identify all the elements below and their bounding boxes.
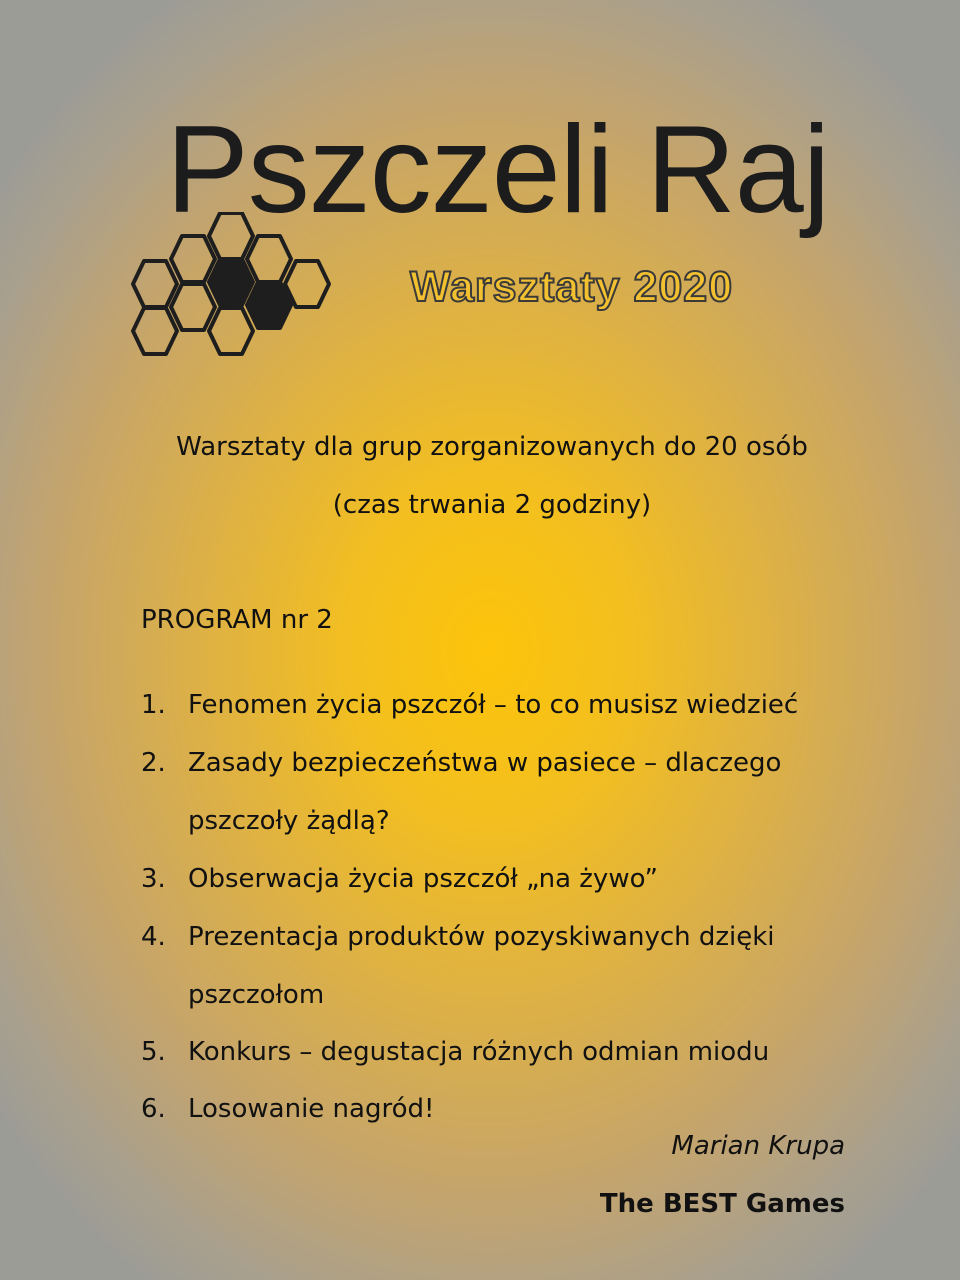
list-item-number: 2. <box>141 748 166 778</box>
honeycomb-cell <box>209 308 253 354</box>
program-heading: PROGRAM nr 2 <box>141 605 333 635</box>
list-item-continuation: pszczoły żądlą? <box>188 806 390 836</box>
honeycomb-cell <box>285 261 329 307</box>
honeycomb-cell <box>209 213 253 259</box>
list-item-text: Obserwacja życia pszczół „na żywo” <box>188 864 659 894</box>
page-subtitle: Warsztaty 2020 <box>410 263 734 311</box>
list-item <box>141 922 775 953</box>
list-item-text: Losowanie nagród! <box>188 1094 435 1124</box>
intro-duration: (czas trwania 2 godziny) <box>332 490 652 520</box>
page-title: Pszczeli Raj <box>166 101 830 239</box>
honeycomb-cell <box>247 282 291 328</box>
author-name: Marian Krupa <box>671 1131 845 1161</box>
list-item <box>141 1037 769 1068</box>
list-item-number: 3. <box>141 864 166 894</box>
list-item <box>141 690 798 721</box>
honeycomb-cell <box>133 308 177 354</box>
list-item-continuation: pszczołom <box>188 980 325 1010</box>
honeycomb-cell <box>171 284 215 330</box>
honeycomb-cell <box>171 236 215 282</box>
list-item-text: Prezentacja produktów pozyskiwanych dzięki <box>188 922 775 952</box>
list-item-number: 1. <box>141 690 166 720</box>
list-item-text: Fenomen życia pszczół – to co musisz wiedzieć <box>188 690 799 720</box>
honeycomb-cell <box>247 236 291 282</box>
list-item-number: 6. <box>141 1094 166 1124</box>
honeycomb-cell <box>133 261 177 307</box>
list-item-number: 4. <box>141 922 166 952</box>
list-item <box>141 1094 434 1125</box>
list-item-number: 5. <box>141 1037 166 1067</box>
list-item <box>141 864 658 895</box>
list-item <box>141 748 781 779</box>
list-item-text: Zasady bezpieczeństwa w pasiece – dlaczego <box>188 748 782 778</box>
list-item-text: Konkurs – degustacja różnych odmian miodu <box>188 1037 770 1067</box>
honeycomb-cell <box>209 259 253 305</box>
intro-line: Warsztaty dla grup zorganizowanych do 20 osób <box>176 432 808 462</box>
company-name: The BEST Games <box>599 1189 845 1219</box>
honeycomb-icon <box>126 212 336 357</box>
